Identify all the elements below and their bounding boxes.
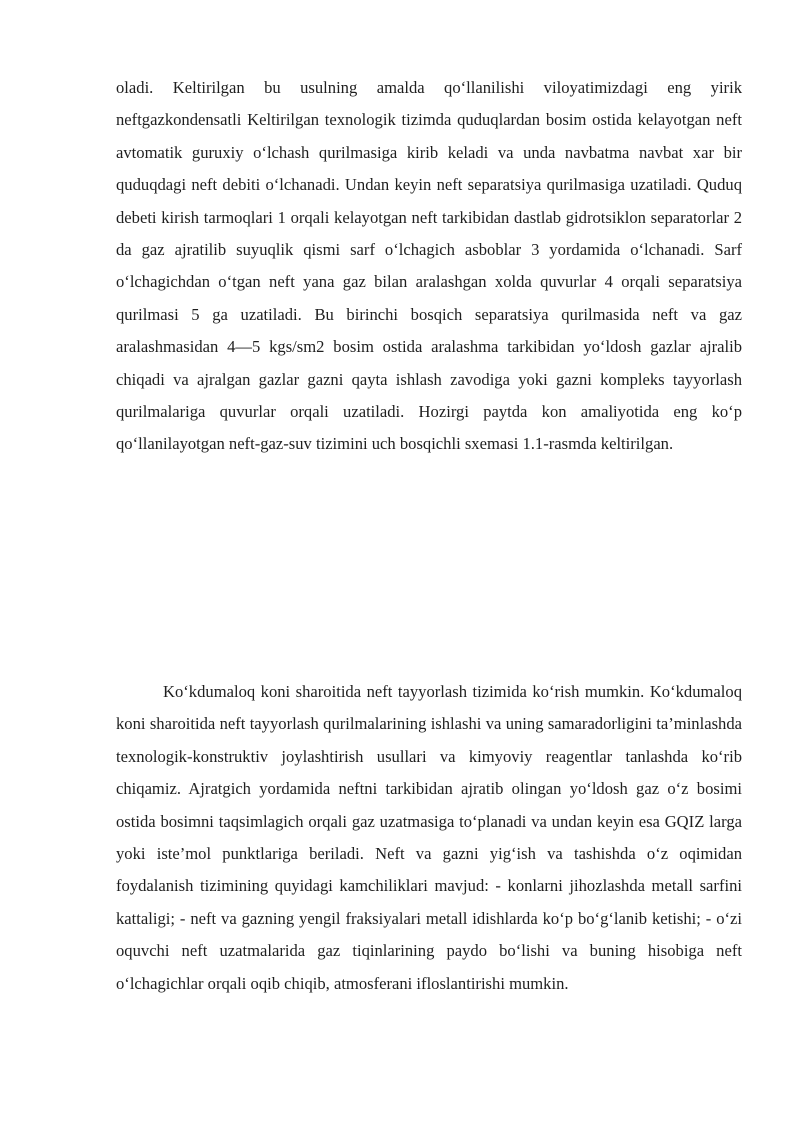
body-paragraph-2: Ko‘kdumaloq koni sharoitida neft tayyorlash tizimida ko‘rish mumkin. Ko‘kdumaloq koni sharoitida neft tayyorlash qurilmalarining ishlashi va uning samaradorligini ta’minlashda texnologik-konstruktiv joylashtirish usullari va kimyoviy reagentlar tanlashda ko‘rib chiqamiz. Ajratgich yordamida neftni tarkibidan ajratib olingan yo‘ldosh gaz o‘z bosimi ostida bosimni taqsimlagich orqali gaz uzatmasiga to‘planadi va undan keyin esa GQIZ larga yoki iste’mol punktlariga beriladi. Neft va gazni yig‘ish va tashishda o‘z oqimidan foydalanish tizimining quyidagi kamchiliklari mavjud: - konlarni jihozlashda metall sarfini kattaligi; - neft va gazning yengil fraksiyalari metall idishlarda ko‘p bo‘g‘lanib ketishi; - o‘zi oquvchi neft uzatmalarida gaz tiqinlarining paydo bo‘lishi va buning hisobiga neft o‘lchagichlar orqali oqib chiqib, atmosferani ifloslantirishi mumkin.	[116, 682, 742, 993]
body-paragraph-1: oladi. Keltirilgan bu usulning amalda qo‘llanilishi viloyatimizdagi eng yirik neftgazkondensatli Keltirilgan texnologik tizimda quduqlardan bosim ostida kelayotgan neft avtomatik guruxiy o‘lchash qurilmasiga kirib keladi va unda navbatma navbat xar bir quduqdagi neft debiti o‘lchanadi. Undan keyin neft separatsiya qurilmasiga uzatiladi. Quduq debeti kirish tarmoqlari 1 orqali kelayotgan neft tarkibidan dastlab gidrotsiklon separatorlar 2 da gaz ajratilib suyuqlik qismi sarf o‘lchagich asboblar 3 yordamida o‘lchanadi. Sarf o‘lchagichdan o‘tgan neft yana gaz bilan aralashgan xolda quvurlar 4 orqali separatsiya qurilmasi 5 ga uzatiladi. Bu birinchi bosqich separatsiya qurilmasida neft va gaz aralashmasidan 4—5 kgs/sm2 bosim ostida aralashma tarkibidan yo‘ldosh gazlar ajralib chiqadi va ajralgan gazlar gazni qayta ishlash zavodiga yoki gazni kompleks tayyorlash qurilmalariga quvurlar orqali uzatiladi. Hozirgi paytda kon amaliyotida eng ko‘p qo‘llanilayotgan neft-gaz-suv tizimini uch bosqichli sxemasi 1.1-rasmda keltirilgan.	[116, 78, 742, 454]
